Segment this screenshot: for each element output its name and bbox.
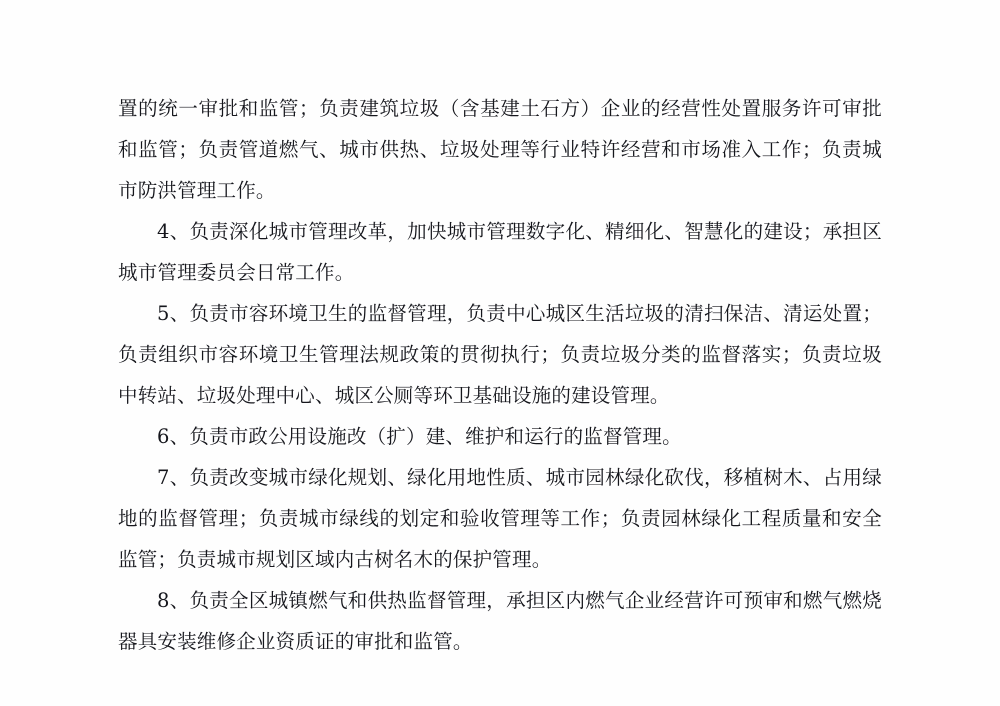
paragraph-continued: 置的统一审批和监管；负责建筑垃圾（含基建土石方）企业的经营性处置服务许可审批和监管；负责管道燃气、城市供热、垃圾处理等行业特许经营和市场准入工作；负责城市防洪管理工作。 (118, 97, 882, 202)
document-body (118, 88, 882, 662)
paragraph-item-7: 7、负责改变城市绿化规划、绿化用地性质、城市园林绿化砍伐，移植树木、占用绿地的监督管理；负责城市绿线的划定和验收管理等工作；负责园林绿化工程质量和安全监管；负责城市规划区域内古树名木的保护管理。 (118, 466, 882, 571)
paragraph-item-5: 5、负责市容环境卫生的监督管理，负责中心城区生活垃圾的清扫保洁、清运处置；负责组织市容环境卫生管理法规政策的贯彻执行；负责垃圾分类的监督落实；负责垃圾中转站、垃圾处理中心、城区公厕等环卫基础设施的建设管理。 (118, 302, 882, 407)
paragraph-item-4: 4、负责深化城市管理改革，加快城市管理数字化、精细化、智慧化的建设；承担区城市管理委员会日常工作。 (118, 220, 882, 284)
paragraph-item-6: 6、负责市政公用设施改（扩）建、维护和运行的监督管理。 (157, 425, 682, 448)
paragraph-item-8: 8、负责全区城镇燃气和供热监督管理，承担区内燃气企业经营许可预审和燃气燃烧器具安装维修企业资质证的审批和监管。 (118, 589, 882, 653)
